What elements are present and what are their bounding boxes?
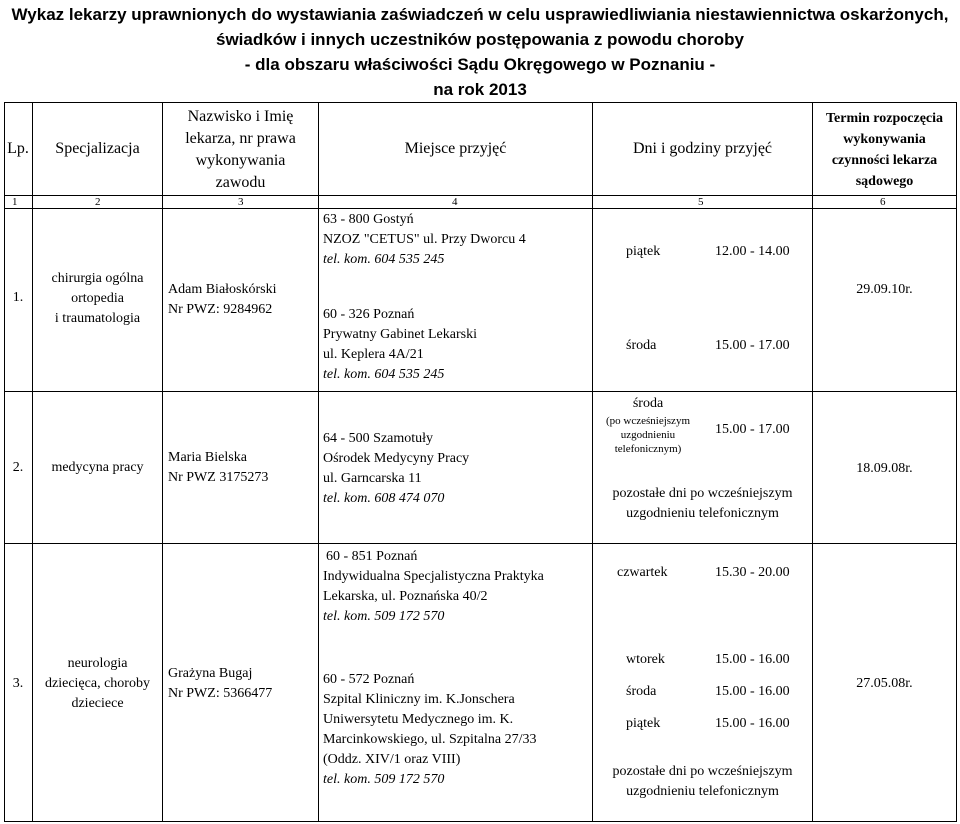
row-specialization: chirurgia ogólna ortopedia i traumatologia bbox=[51, 271, 144, 326]
term-date: 18.09.08r. bbox=[856, 461, 913, 476]
hours-time: 12.00 - 14.00 bbox=[715, 244, 790, 259]
row-specialization: medycyna pracy bbox=[51, 460, 144, 475]
hours-day: wtorek bbox=[626, 652, 665, 667]
header-place: Miejsce przyjęć bbox=[404, 140, 507, 157]
header-specialization: Specjalizacja bbox=[55, 140, 140, 157]
row-specialization: neurologia dziecięca, choroby dzieciece bbox=[45, 656, 150, 711]
header-hours: Dni i godziny przyjęć bbox=[632, 140, 773, 157]
title-line-4: na rok 2013 bbox=[433, 80, 527, 99]
hours-day: czwartek bbox=[617, 565, 668, 580]
place-block: 64 - 500 Szamotuły Ośrodek Medycyny Pracy ul. Garncarska 11 tel. kom. 608 474 070 bbox=[323, 431, 470, 506]
hours-other: pozostałe dni po wcześniejszym uzgodnieniu telefonicznym bbox=[612, 486, 793, 521]
hours-day: piątek bbox=[626, 244, 661, 259]
hours-time: 15.00 - 16.00 bbox=[715, 652, 790, 667]
place-block: 63 - 800 Gostyń NZOZ "CETUS" ul. Przy Dworcu 4 tel. kom. 604 535 245 bbox=[323, 212, 526, 267]
term-date: 29.09.10r. bbox=[856, 282, 913, 297]
doctor-name: Grażyna Bugaj Nr PWZ: 5366477 bbox=[168, 666, 273, 701]
title-line-2: świadków i innych uczestników postępowania z powodu choroby bbox=[215, 30, 744, 49]
place-block: 60 - 851 Poznań bbox=[326, 549, 418, 564]
doctor-name: Adam Białoskórski Nr PWZ: 9284962 bbox=[168, 282, 277, 317]
hours-cell: środa (po wcześniejszym uzgodnieniu telefonicznym) bbox=[606, 396, 690, 455]
col-number: 4 bbox=[452, 196, 458, 208]
header-name: Nazwisko i Imię lekarza, nr prawa wykonywania zawodu bbox=[185, 108, 296, 191]
title-line-3: - dla obszaru właściwości Sądu Okręgowego w Poznaniu - bbox=[244, 55, 716, 74]
place-block: Indywidualna Specjalistyczna Praktyka Lekarska, ul. Poznańska 40/2 tel. kom. 509 172 570 bbox=[323, 569, 544, 624]
hours-time: 15.30 - 20.00 bbox=[715, 565, 790, 580]
hours-time: 15.00 - 16.00 bbox=[715, 716, 790, 731]
row-lp: 3. bbox=[12, 676, 24, 691]
hours-day: środa bbox=[626, 338, 657, 353]
col-number: 1 bbox=[12, 196, 18, 208]
header-term: Termin rozpoczęcia wykonywania czynności lekarza sądowego bbox=[825, 111, 944, 189]
row-lp: 2. bbox=[12, 460, 24, 475]
hours-time: 15.00 - 16.00 bbox=[715, 684, 790, 699]
title-line-1: Wykaz lekarzy uprawnionych do wystawiania zaświadczeń w celu usprawiedliwiania niestawiennictwa oskarżonych, bbox=[11, 5, 949, 24]
col-number: 5 bbox=[698, 196, 704, 208]
place-block: 60 - 572 Poznań Szpital Kliniczny im. K.Jonschera Uniwersytetu Medycznego im. K. Marcinkowskiego, ul. Szpitalna 27/33 (Oddz. XIV/1 oraz VIII) tel. kom. 509 172 570 bbox=[323, 672, 537, 787]
header-lp: Lp. bbox=[7, 140, 29, 157]
hours-time: 15.00 - 17.00 bbox=[715, 338, 790, 353]
col-number: 2 bbox=[95, 196, 101, 208]
hours-time: 15.00 - 17.00 bbox=[715, 422, 790, 437]
term-date: 27.05.08r. bbox=[856, 676, 913, 691]
hours-other: pozostałe dni po wcześniejszym uzgodnieniu telefonicznym bbox=[612, 764, 793, 799]
col-number: 3 bbox=[238, 196, 244, 208]
hours-day: środa bbox=[626, 684, 657, 699]
place-block: 60 - 326 Poznań Prywatny Gabinet Lekarski ul. Keplera 4A/21 tel. kom. 604 535 245 bbox=[323, 307, 477, 382]
row-lp: 1. bbox=[12, 290, 24, 305]
doctor-name: Maria Bielska Nr PWZ 3175273 bbox=[168, 450, 269, 485]
hours-day: piątek bbox=[626, 716, 661, 731]
document-title bbox=[0, 2, 960, 102]
col-number: 6 bbox=[880, 196, 886, 208]
